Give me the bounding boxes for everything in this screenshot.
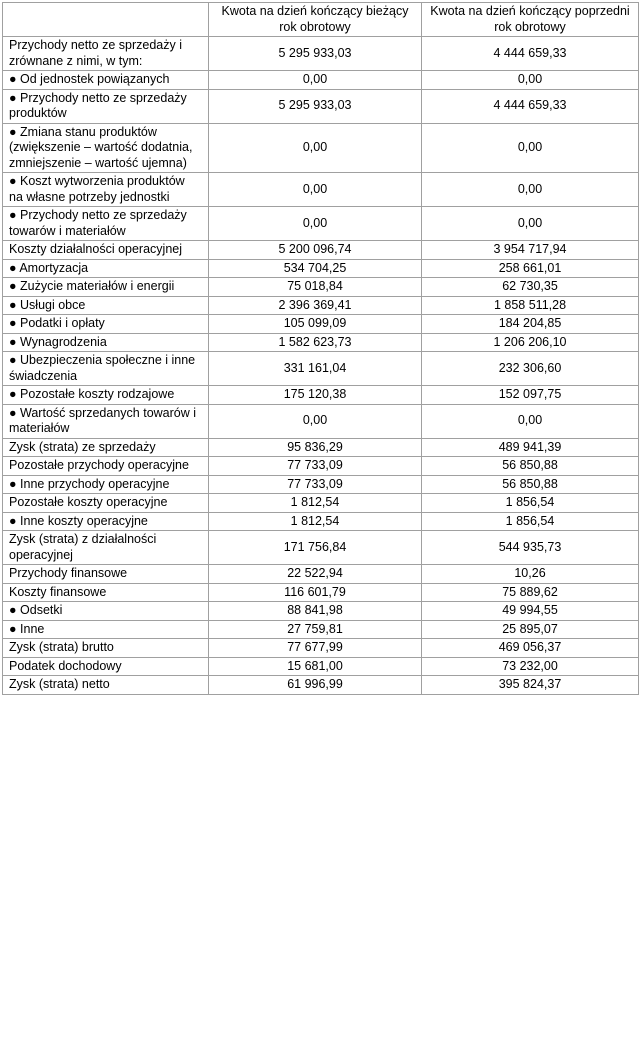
table-row xyxy=(3,457,639,476)
row-previous-value: 25 895,07 xyxy=(422,620,639,639)
table-row xyxy=(3,602,639,621)
table-row xyxy=(3,676,639,695)
row-previous-value: 1 856,54 xyxy=(422,494,639,513)
row-current-value: 2 396 369,41 xyxy=(209,296,422,315)
row-current-value: 0,00 xyxy=(209,207,422,241)
row-label: ● Inne przychody operacyjne xyxy=(3,475,209,494)
row-label: ● Inne koszty operacyjne xyxy=(3,512,209,531)
row-previous-value: 469 056,37 xyxy=(422,639,639,658)
row-previous-value: 544 935,73 xyxy=(422,531,639,565)
table-row xyxy=(3,475,639,494)
row-current-value: 1 582 623,73 xyxy=(209,333,422,352)
row-label: Zysk (strata) brutto xyxy=(3,639,209,658)
financial-statement-table xyxy=(2,2,639,695)
table-row xyxy=(3,565,639,584)
row-label: ● Od jednostek powiązanych xyxy=(3,71,209,90)
row-current-value: 1 812,54 xyxy=(209,512,422,531)
row-previous-value: 4 444 659,33 xyxy=(422,89,639,123)
table-row xyxy=(3,386,639,405)
row-label: Przychody finansowe xyxy=(3,565,209,584)
row-current-value: 5 295 933,03 xyxy=(209,89,422,123)
row-previous-value: 0,00 xyxy=(422,123,639,173)
row-current-value: 171 756,84 xyxy=(209,531,422,565)
table-row xyxy=(3,315,639,334)
table-row xyxy=(3,173,639,207)
row-label: ● Pozostałe koszty rodzajowe xyxy=(3,386,209,405)
row-current-value: 77 677,99 xyxy=(209,639,422,658)
row-current-value: 331 161,04 xyxy=(209,352,422,386)
row-previous-value: 152 097,75 xyxy=(422,386,639,405)
row-label: Przychody netto ze sprzedaży i zrównane z nimi, w tym: xyxy=(3,37,209,71)
row-label: ● Zmiana stanu produktów (zwiększenie – wartość dodatnia, zmniejszenie – wartość ujemna) xyxy=(3,123,209,173)
row-label: ● Przychody netto ze sprzedaży produktów xyxy=(3,89,209,123)
row-current-value: 105 099,09 xyxy=(209,315,422,334)
row-label: ● Usługi obce xyxy=(3,296,209,315)
table-row xyxy=(3,278,639,297)
row-label: ● Odsetki xyxy=(3,602,209,621)
table-row xyxy=(3,37,639,71)
table-row xyxy=(3,352,639,386)
row-current-value: 0,00 xyxy=(209,71,422,90)
header-previous-year: Kwota na dzień kończący poprzedni rok obrotowy xyxy=(422,3,639,37)
row-previous-value: 62 730,35 xyxy=(422,278,639,297)
row-previous-value: 73 232,00 xyxy=(422,657,639,676)
row-label: Koszty finansowe xyxy=(3,583,209,602)
row-previous-value: 1 206 206,10 xyxy=(422,333,639,352)
row-current-value: 116 601,79 xyxy=(209,583,422,602)
row-previous-value: 1 856,54 xyxy=(422,512,639,531)
row-label: Podatek dochodowy xyxy=(3,657,209,676)
row-label: Koszty działalności operacyjnej xyxy=(3,241,209,260)
row-previous-value: 489 941,39 xyxy=(422,438,639,457)
header-current-year: Kwota na dzień kończący bieżący rok obrotowy xyxy=(209,3,422,37)
row-current-value: 95 836,29 xyxy=(209,438,422,457)
row-current-value: 77 733,09 xyxy=(209,457,422,476)
row-current-value: 1 812,54 xyxy=(209,494,422,513)
table-row xyxy=(3,583,639,602)
row-current-value: 175 120,38 xyxy=(209,386,422,405)
table-row xyxy=(3,207,639,241)
row-current-value: 75 018,84 xyxy=(209,278,422,297)
row-previous-value: 184 204,85 xyxy=(422,315,639,334)
table-row xyxy=(3,531,639,565)
row-label: Pozostałe przychody operacyjne xyxy=(3,457,209,476)
row-current-value: 22 522,94 xyxy=(209,565,422,584)
row-label: ● Zużycie materiałów i energii xyxy=(3,278,209,297)
table-row xyxy=(3,259,639,278)
row-label: ● Amortyzacja xyxy=(3,259,209,278)
row-previous-value: 10,26 xyxy=(422,565,639,584)
row-current-value: 0,00 xyxy=(209,173,422,207)
table-row xyxy=(3,639,639,658)
table-row xyxy=(3,438,639,457)
row-previous-value: 1 858 511,28 xyxy=(422,296,639,315)
row-current-value: 15 681,00 xyxy=(209,657,422,676)
row-label: ● Wartość sprzedanych towarów i materiałów xyxy=(3,404,209,438)
table-row xyxy=(3,296,639,315)
row-label: ● Wynagrodzenia xyxy=(3,333,209,352)
row-previous-value: 49 994,55 xyxy=(422,602,639,621)
row-previous-value: 56 850,88 xyxy=(422,457,639,476)
row-current-value: 27 759,81 xyxy=(209,620,422,639)
row-label: Pozostałe koszty operacyjne xyxy=(3,494,209,513)
row-previous-value: 395 824,37 xyxy=(422,676,639,695)
header-row xyxy=(3,3,639,37)
row-label: ● Inne xyxy=(3,620,209,639)
table-row xyxy=(3,620,639,639)
table-row xyxy=(3,71,639,90)
row-label: Zysk (strata) z działalności operacyjnej xyxy=(3,531,209,565)
row-previous-value: 258 661,01 xyxy=(422,259,639,278)
row-current-value: 5 295 933,03 xyxy=(209,37,422,71)
row-previous-value: 0,00 xyxy=(422,71,639,90)
table-row xyxy=(3,657,639,676)
row-current-value: 61 996,99 xyxy=(209,676,422,695)
row-current-value: 0,00 xyxy=(209,404,422,438)
row-current-value: 0,00 xyxy=(209,123,422,173)
table-row xyxy=(3,123,639,173)
row-previous-value: 56 850,88 xyxy=(422,475,639,494)
table-row xyxy=(3,333,639,352)
row-label: ● Ubezpieczenia społeczne i inne świadczenia xyxy=(3,352,209,386)
row-previous-value: 0,00 xyxy=(422,207,639,241)
table-row xyxy=(3,241,639,260)
row-label: Zysk (strata) ze sprzedaży xyxy=(3,438,209,457)
row-current-value: 88 841,98 xyxy=(209,602,422,621)
row-previous-value: 0,00 xyxy=(422,173,639,207)
row-current-value: 534 704,25 xyxy=(209,259,422,278)
row-current-value: 5 200 096,74 xyxy=(209,241,422,260)
header-blank-cell xyxy=(3,3,209,37)
table-row xyxy=(3,494,639,513)
row-label: ● Koszt wytworzenia produktów na własne potrzeby jednostki xyxy=(3,173,209,207)
row-label: ● Podatki i opłaty xyxy=(3,315,209,334)
row-previous-value: 232 306,60 xyxy=(422,352,639,386)
row-previous-value: 0,00 xyxy=(422,404,639,438)
row-previous-value: 75 889,62 xyxy=(422,583,639,602)
row-label: Zysk (strata) netto xyxy=(3,676,209,695)
row-previous-value: 4 444 659,33 xyxy=(422,37,639,71)
table-row xyxy=(3,404,639,438)
row-label: ● Przychody netto ze sprzedaży towarów i materiałów xyxy=(3,207,209,241)
row-previous-value: 3 954 717,94 xyxy=(422,241,639,260)
table-row xyxy=(3,89,639,123)
row-current-value: 77 733,09 xyxy=(209,475,422,494)
table-row xyxy=(3,512,639,531)
